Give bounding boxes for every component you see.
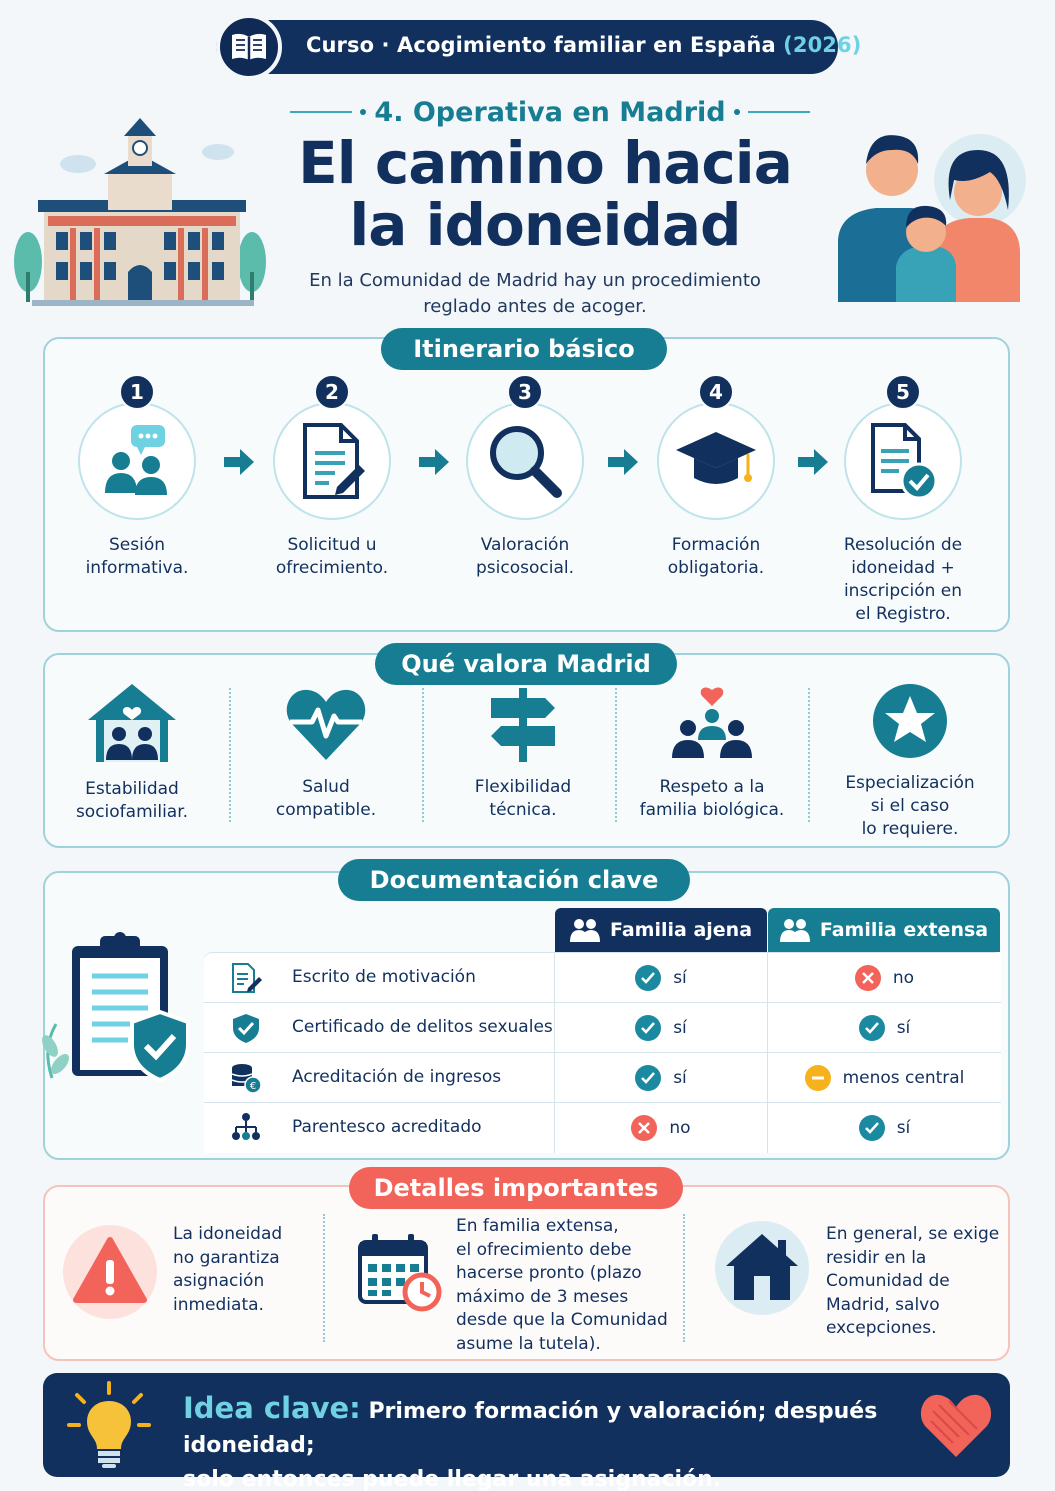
arrow-right-icon	[796, 447, 830, 477]
key-idea-line-1: Primero formación y valoración; después idoneidad;	[183, 1399, 878, 1458]
madrid-city-hall-illustration	[8, 112, 270, 308]
arrow-right-icon	[417, 447, 451, 477]
step-1	[52, 380, 222, 580]
familia-ajena-cell: sí	[554, 953, 767, 1003]
document-name: Certificado de delitos sexuales	[292, 1017, 553, 1037]
step-label: Resolución de idoneidad + inscripción en el Registro.	[843, 535, 963, 624]
criterion-5	[820, 682, 1000, 841]
document-name: Parentesco acreditado	[292, 1117, 482, 1137]
subtitle-line-1: En la Comunidad de Madrid hay un procedimiento	[309, 270, 761, 291]
step-number: 1	[119, 374, 155, 410]
criterion-label: Estabilidad sociofamiliar.	[75, 779, 189, 822]
step-label: Solicitud u ofrecimiento.	[275, 535, 389, 578]
application-form-icon	[273, 402, 391, 520]
table-row	[204, 953, 1001, 1003]
heart-pulse-icon	[284, 684, 368, 764]
itinerary-label: Itinerario básico	[381, 328, 667, 370]
cross-icon	[631, 1115, 657, 1141]
familia-ajena-cell: no	[554, 1103, 767, 1153]
home-family-icon	[84, 680, 180, 766]
star-badge-icon	[871, 682, 949, 760]
people-icon	[570, 918, 600, 942]
title-line-2: la idoneidad	[349, 191, 741, 259]
title-line-1: El camino hacia	[298, 129, 792, 197]
page-subtitle	[300, 268, 770, 320]
step-label: Valoración psicosocial.	[476, 535, 574, 578]
divider	[808, 688, 810, 822]
family-heart-icon	[670, 684, 754, 764]
check-icon	[859, 1115, 885, 1141]
step-number: 2	[314, 374, 350, 410]
criterion-1	[42, 680, 222, 824]
divider	[422, 688, 424, 822]
criteria-label: Qué valora Madrid	[375, 643, 677, 685]
key-idea-banner	[43, 1373, 1010, 1491]
calendar-clock-icon	[356, 1232, 444, 1312]
warning-icon	[62, 1224, 158, 1320]
check-icon	[635, 1065, 661, 1091]
arrow-right-icon	[606, 447, 640, 477]
column-header-label: Familia ajena	[609, 919, 753, 941]
key-idea-text	[183, 1391, 923, 1491]
check-icon	[635, 965, 661, 991]
key-idea-line-2: solo entonces puede llegar una asignación.	[183, 1467, 722, 1491]
criterion-3	[433, 684, 613, 822]
family-illustration	[830, 120, 1026, 306]
criterion-label: Flexibilidad técnica.	[474, 777, 572, 820]
criterion-label: Salud compatible.	[275, 777, 377, 820]
section-kicker	[290, 92, 810, 132]
step-4	[631, 380, 801, 580]
course-title: Curso · Acogimiento familiar en España (2026)	[306, 33, 862, 57]
subtitle-line-2: reglado antes de acoger.	[423, 296, 647, 317]
magnifier-icon	[466, 402, 584, 520]
step-number: 3	[507, 374, 543, 410]
familia-extensa-cell: sí	[767, 1003, 1001, 1053]
detail-1: La idoneidad no garantiza asignación inmediata.	[173, 1224, 283, 1315]
criterion-2	[236, 684, 416, 822]
step-number: 4	[698, 374, 734, 410]
familia-extensa-cell: sí	[767, 1103, 1001, 1153]
shield-check-icon	[230, 1012, 262, 1044]
document-name: Acreditación de ingresos	[292, 1067, 502, 1087]
divider	[229, 688, 231, 822]
step-label: Sesión informativa.	[85, 535, 189, 578]
step-3	[440, 380, 610, 580]
documentation-label: Documentación clave	[338, 859, 690, 901]
people-icon	[780, 918, 810, 942]
details-label: Detalles importantes	[349, 1167, 683, 1209]
step-number: 5	[885, 374, 921, 410]
heart-icon	[919, 1391, 993, 1459]
table-row	[204, 1053, 1001, 1103]
check-icon	[635, 1015, 661, 1041]
column-header-familia-extensa	[768, 908, 1000, 952]
lightbulb-icon	[67, 1381, 151, 1469]
open-book-icon	[216, 14, 282, 80]
table-row	[204, 1103, 1001, 1153]
coins-euro-icon	[230, 1062, 262, 1094]
familia-extensa-cell: menos central	[767, 1053, 1001, 1103]
svg-text:€: €	[249, 1081, 257, 1092]
family-tree-icon	[230, 1112, 262, 1144]
approved-document-icon	[844, 402, 962, 520]
arrow-right-icon	[222, 447, 256, 477]
cross-icon	[855, 965, 881, 991]
house-icon	[714, 1220, 810, 1316]
criterion-4	[622, 684, 802, 822]
divider	[615, 688, 617, 822]
table-row	[204, 1003, 1001, 1053]
key-idea-highlight: Idea clave:	[183, 1391, 361, 1425]
step-5	[818, 380, 988, 626]
pen-document-icon	[230, 962, 262, 994]
kicker-text: 4. Operativa en Madrid	[374, 96, 726, 128]
detail-2: En familia extensa, el ofrecimiento debe hacerse pronto (plazo máximo de 3 meses desde que la Comunidad asume la tutela).	[456, 1216, 668, 1354]
divider	[683, 1214, 685, 1342]
step-label: Formación obligatoria.	[667, 535, 765, 578]
column-header-label: Familia extensa	[819, 919, 989, 941]
check-icon	[859, 1015, 885, 1041]
divider	[323, 1214, 325, 1342]
familia-extensa-cell: no	[767, 953, 1001, 1003]
familia-ajena-cell: sí	[554, 1003, 767, 1053]
graduation-cap-icon	[657, 402, 775, 520]
document-name: Escrito de motivación	[292, 967, 476, 987]
course-year: (2026)	[783, 33, 862, 57]
step-2	[247, 380, 417, 580]
meeting-icon	[78, 402, 196, 520]
signpost-icon	[483, 684, 563, 764]
page-title	[280, 129, 810, 259]
minus-icon	[805, 1065, 831, 1091]
criterion-label: Especialización si el caso lo requiere.	[845, 773, 975, 839]
column-header-familia-ajena	[555, 908, 767, 952]
detail-3: En general, se exige residir en la Comunidad de Madrid, salvo excepciones.	[826, 1224, 1000, 1338]
clipboard-shield-icon	[38, 928, 194, 1092]
course-banner	[216, 20, 862, 74]
criterion-label: Respeto a la familia biológica.	[639, 777, 785, 820]
familia-ajena-cell: sí	[554, 1053, 767, 1103]
